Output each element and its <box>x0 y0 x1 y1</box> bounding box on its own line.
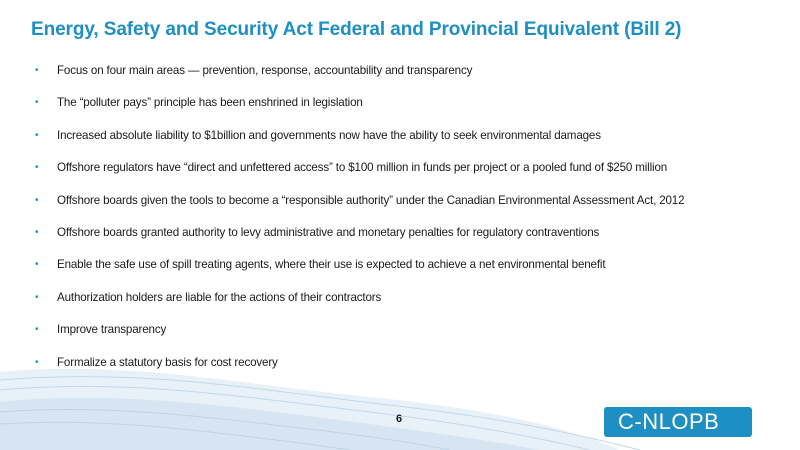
bullet-item <box>35 256 775 288</box>
bullet-text: Authorization holders are liable for the actions of their contractors <box>57 290 382 304</box>
bullet-marker: • <box>35 291 39 303</box>
bullet-marker: • <box>35 162 39 174</box>
bullet-text: The “polluter pays” principle has been enshrined in legislation <box>57 96 363 110</box>
bullet-list <box>35 62 775 386</box>
bullet-item <box>35 94 775 126</box>
bullet-text: Offshore regulators have “direct and unfettered access” to $100 million in funds per project or a pooled fund of $250 million <box>57 161 668 175</box>
logo-text: C-NLOPB <box>618 409 720 434</box>
bullet-item <box>35 321 775 353</box>
bullet-marker: • <box>35 356 39 368</box>
bullet-text: Enable the safe use of spill treating agents, where their use is expected to achieve a net environmental benefit <box>57 258 606 272</box>
bullet-item <box>35 289 775 321</box>
bullet-text: Formalize a statutory basis for cost recovery <box>57 355 278 369</box>
bullet-item <box>35 62 775 94</box>
bullet-marker: • <box>35 259 39 271</box>
bullet-marker: • <box>35 97 39 109</box>
bullet-text: Offshore boards granted authority to levy administrative and monetary penalties for regulatory contraventions <box>57 225 600 239</box>
bullet-text: Increased absolute liability to $1billion and governments now have the ability to seek environmental damages <box>57 128 601 142</box>
bullet-text: Focus on four main areas — prevention, response, accountability and transparency <box>57 64 473 77</box>
bullet-marker: • <box>35 65 39 76</box>
bullet-text: Offshore boards given the tools to become a “responsible authority” under the Canadian Environmental Assessment Act, 2012 <box>57 193 685 207</box>
bullet-marker: • <box>35 324 39 336</box>
bullet-item <box>35 159 775 191</box>
bullet-text: Improve transparency <box>57 323 167 337</box>
bullet-item <box>35 192 775 224</box>
bullet-marker: • <box>35 226 39 238</box>
bullet-item <box>35 127 775 159</box>
page-number: 6 <box>396 413 403 425</box>
bullet-item <box>35 224 775 256</box>
bullet-marker: • <box>35 129 39 141</box>
slide-title: Energy, Safety and Security Act Federal and Provincial Equivalent (Bill 2) <box>31 19 682 40</box>
bullet-marker: • <box>35 194 39 206</box>
